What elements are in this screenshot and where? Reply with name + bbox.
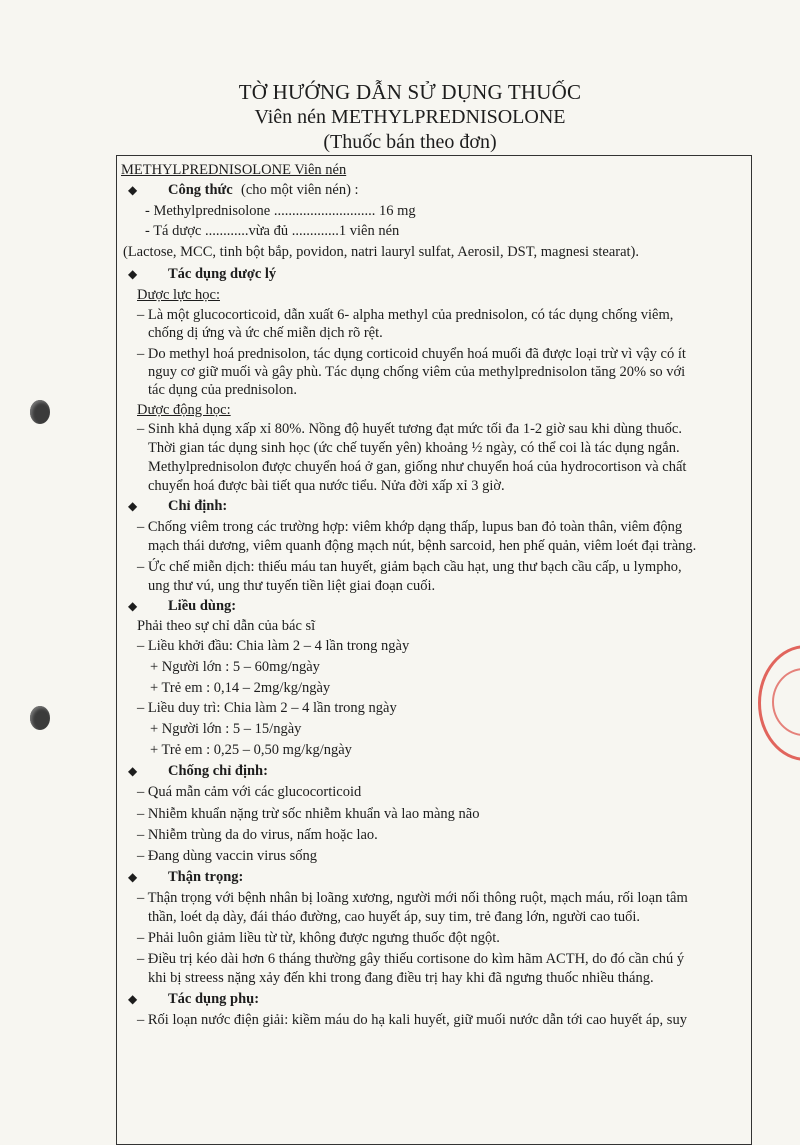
section-heading: Thận trọng: — [168, 869, 244, 885]
section-heading: Công thức — [168, 182, 233, 198]
punch-hole-bottom — [30, 706, 50, 730]
text-line: – Ức chế miễn dịch: thiếu máu tan huyết, giảm bạch cầu hạt, ung thư bạch cầu cấp, u lympho, — [137, 559, 682, 575]
text-line: - Tá dược ............vừa đủ .............1 viên nén — [145, 223, 400, 239]
section-bullet-icon: ◆ — [128, 764, 138, 778]
text-line: nguy cơ giữ muối và gây phù. Tác dụng chống viêm của methylprednisolon tăng 20% so với — [148, 364, 686, 380]
text-line: chống dị ứng và ức chế miễn dịch rõ rệt. — [148, 325, 383, 341]
text-line: – Chống viêm trong các trường hợp: viêm khớp dạng thấp, lupus ban đỏ toàn thân, viêm động — [137, 519, 683, 535]
text-line: Thời gian tác dụng sinh học (ức chế tuyến yên) khoảng ½ ngày, có thể coi là tác dụng ngắn. — [148, 440, 680, 456]
text-line: (Lactose, MCC, tinh bột bắp, povidon, natri lauryl sulfat, Aerosil, DST, magnesi stearat). — [123, 244, 639, 260]
text-line: – Liều khởi đầu: Chia làm 2 – 4 lần trong ngày — [137, 638, 410, 654]
subsection-heading: Dược động học: — [137, 402, 231, 418]
text-line: + Người lớn : 5 – 60mg/ngày — [150, 659, 320, 675]
text-line: + Trẻ em : 0,14 – 2mg/kg/ngày — [150, 680, 331, 696]
text-line: – Quá mẫn cảm với các glucocorticoid — [137, 784, 362, 800]
text-line: – Rối loạn nước điện giải: kiềm máu do hạ kali huyết, giữ muối nước dẫn tới cao huyết áp, suy — [137, 1012, 687, 1028]
text-line: – Là một glucocorticoid, dẫn xuất 6- alpha methyl của prednisolon, có tác dụng chống viêm, — [137, 307, 674, 323]
section-heading: Liều dùng: — [168, 598, 237, 614]
section-bullet-icon: ◆ — [128, 599, 138, 613]
text-line: Phải theo sự chỉ dẫn của bác sĩ — [137, 618, 316, 634]
section-bullet-icon: ◆ — [128, 183, 138, 197]
text-line: – Điều trị kéo dài hơn 6 tháng thường gây thiếu cortisone do kìm hãm ACTH, do đó cần chú ý — [137, 951, 685, 967]
section-heading: Chỉ định: — [168, 498, 228, 514]
text-line: chuyển hoá được bài tiết qua nước tiểu. Nửa đời xấp xỉ 3 giờ. — [148, 478, 505, 494]
text-line: thần, loét dạ dày, đái tháo đường, cao huyết áp, suy tim, trẻ đang lớn, người cao tuổi. — [148, 909, 641, 925]
text-line: – Do methyl hoá prednisolon, tác dụng corticoid chuyển hoá muối đã được loại trừ vì vậy có ít — [137, 346, 686, 362]
text-line: (cho một viên nén) : — [241, 182, 359, 198]
text-line: - Methylprednisolone ............................ 16 mg — [145, 203, 416, 219]
punch-hole-top — [30, 400, 50, 424]
section-bullet-icon: ◆ — [128, 870, 138, 884]
text-line: – Liều duy trì: Chia làm 2 – 4 lần trong ngày — [137, 700, 397, 716]
subsection-heading: Dược lực học: — [137, 287, 220, 303]
document-title: TỜ HƯỚNG DẪN SỬ DỤNG THUỐC — [238, 80, 582, 104]
text-line: – Phải luôn giảm liều từ từ, không được ngưng thuốc đột ngột. — [137, 930, 500, 946]
text-line: + Người lớn : 5 – 15/ngày — [150, 721, 302, 737]
section-heading: Tác dụng dược lý — [168, 266, 277, 282]
subsection-heading: METHYLPREDNISOLONE Viên nén — [121, 162, 347, 178]
text-line: + Trẻ em : 0,25 – 0,50 mg/kg/ngày — [150, 742, 352, 758]
text-line: – Nhiễm khuẩn nặng trừ sốc nhiễm khuẩn và lao màng não — [137, 806, 480, 822]
text-line: ung thư vú, ung thư tuyến tiền liệt giai đoạn cuối. — [148, 578, 436, 594]
document-subtitle: Viên nén METHYLPREDNISOLONE — [254, 106, 566, 128]
text-line: khi bị streess nặng xảy đến khi trong đang điều trị hay khi đã ngưng thuốc nhiều tháng. — [148, 970, 654, 986]
section-heading: Tác dụng phụ: — [168, 991, 260, 1007]
text-line: – Nhiễm trùng da do virus, nấm hoặc lao. — [137, 827, 378, 843]
text-line: Methylprednisolon được chuyển hoá ở gan, giống như chuyển hoá của hydrocortison và chất — [148, 459, 687, 475]
text-line: tác dụng của prednisolon. — [148, 382, 297, 398]
prescription-note: (Thuốc bán theo đơn) — [323, 131, 497, 153]
text-line: mạch thái dương, viêm quanh động mạch nút, bệnh sarcoid, hen phế quản, viêm loét đại tràng. — [148, 538, 697, 554]
text-line: – Thận trọng với bệnh nhân bị loãng xương, người mới nối thông ruột, mạch máu, rối loạn tâm — [137, 890, 688, 906]
section-bullet-icon: ◆ — [128, 499, 138, 513]
section-heading: Chống chỉ định: — [168, 763, 268, 779]
text-line: – Đang dùng vaccin virus sống — [137, 848, 318, 864]
section-bullet-icon: ◆ — [128, 992, 138, 1006]
section-bullet-icon: ◆ — [128, 267, 138, 281]
text-line: – Sinh khả dụng xấp xỉ 80%. Nồng độ huyết tương đạt mức tối đa 1-2 giờ sau khi dùng thuốc. — [137, 421, 682, 437]
